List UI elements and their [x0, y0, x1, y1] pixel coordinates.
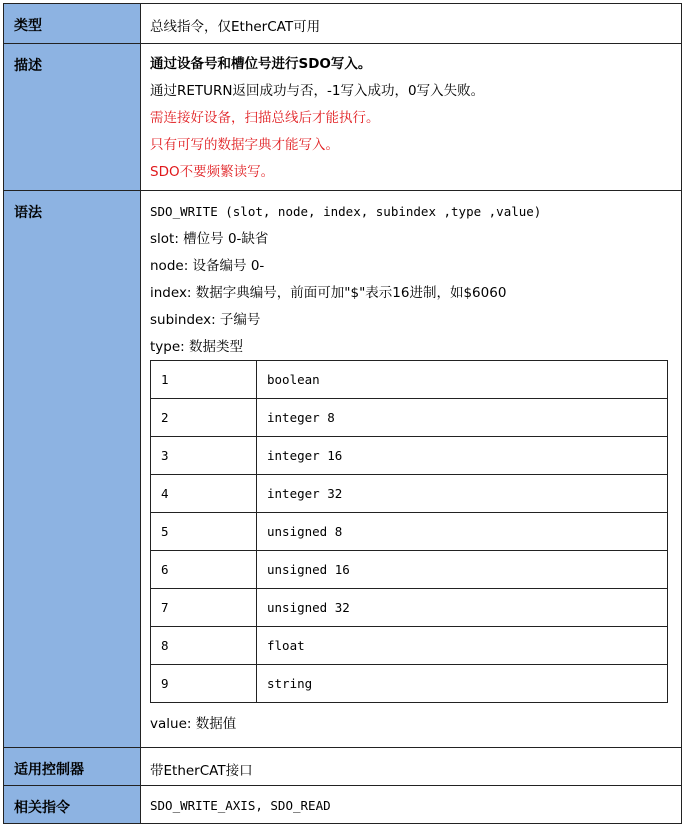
row-syntax	[4, 191, 682, 748]
syntax-value: value: 数据值	[150, 716, 237, 732]
data-type-number: 5	[151, 513, 257, 551]
description-headline: 通过设备号和槽位号进行SDO写入。	[150, 56, 372, 72]
data-type-row	[151, 437, 668, 475]
content-controller	[141, 748, 682, 786]
syntax-signature: SDO_WRITE (slot, node, index, subindex ,type ,value)	[150, 204, 542, 219]
row-controller	[4, 748, 682, 786]
data-type-row	[151, 665, 668, 703]
content-related	[141, 786, 682, 824]
data-type-name: integer 32	[257, 475, 668, 513]
data-type-name: boolean	[257, 361, 668, 399]
data-type-number: 2	[151, 399, 257, 437]
data-type-name: unsigned 32	[257, 589, 668, 627]
label-syntax: 语法	[4, 191, 141, 748]
data-type-name: unsigned 8	[257, 513, 668, 551]
label-description: 描述	[4, 44, 141, 191]
data-type-name: integer 16	[257, 437, 668, 475]
related-value: SDO_WRITE_AXIS, SDO_READ	[150, 798, 331, 813]
controller-value: 带EtherCAT接口	[150, 763, 253, 779]
content-syntax	[141, 191, 682, 748]
data-type-row	[151, 551, 668, 589]
row-description	[4, 44, 682, 191]
command-doc-table	[3, 3, 682, 824]
data-type-number: 7	[151, 589, 257, 627]
data-type-number: 8	[151, 627, 257, 665]
data-type-name: float	[257, 627, 668, 665]
description-warning-2: 只有可写的数据字典才能写入。	[150, 137, 339, 153]
syntax-slot: slot: 槽位号 0-缺省	[150, 231, 269, 247]
syntax-index: index: 数据字典编号，前面可加"$"表示16进制，如$6060	[150, 285, 507, 301]
data-type-number: 9	[151, 665, 257, 703]
data-type-row	[151, 475, 668, 513]
data-type-row	[151, 589, 668, 627]
label-related: 相关指令	[4, 786, 141, 824]
content-description	[141, 44, 682, 191]
syntax-type: type: 数据类型	[150, 339, 243, 355]
row-related	[4, 786, 682, 824]
data-type-number: 1	[151, 361, 257, 399]
data-type-number: 4	[151, 475, 257, 513]
data-type-row	[151, 627, 668, 665]
data-type-number: 6	[151, 551, 257, 589]
description-warning-1: 需连接好设备，扫描总线后才能执行。	[150, 110, 380, 126]
data-type-table	[150, 360, 668, 703]
data-type-name: string	[257, 665, 668, 703]
data-type-row	[151, 513, 668, 551]
data-type-name: integer 8	[257, 399, 668, 437]
description-return: 通过RETURN返回成功与否，-1写入成功，0写入失败。	[150, 83, 485, 99]
label-controller: 适用控制器	[4, 748, 141, 786]
row-type	[4, 4, 682, 44]
data-type-row	[151, 361, 668, 399]
content-type	[141, 4, 682, 44]
syntax-node: node: 设备编号 0-	[150, 258, 265, 274]
data-type-number: 3	[151, 437, 257, 475]
label-type: 类型	[4, 4, 141, 44]
description-warning-3: SDO不要频繁读写。	[150, 164, 275, 180]
type-value: 总线指令，仅EtherCAT可用	[150, 19, 321, 35]
syntax-subindex: subindex: 子编号	[150, 312, 261, 328]
data-type-name: unsigned 16	[257, 551, 668, 589]
data-type-row	[151, 399, 668, 437]
